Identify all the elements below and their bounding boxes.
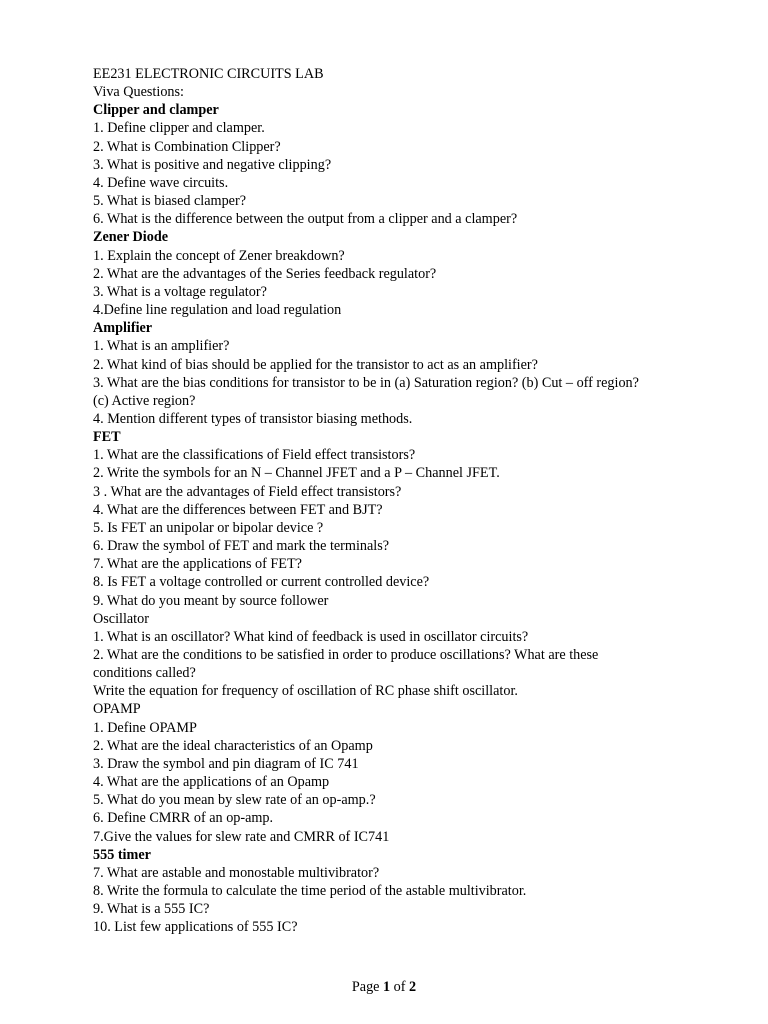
text-line: 4.Define line regulation and load regulation [93,302,342,319]
text-line: 7. What are astable and monostable multivibrator? [93,864,380,881]
text-line: 3. Draw the symbol and pin diagram of IC 741 [93,755,359,772]
text-line: 8. Is FET a voltage controlled or current controlled device? [93,574,430,591]
text-line: 2. Write the symbols for an N – Channel JFET and a P – Channel JFET. [93,465,500,482]
current-page-number: 1 [383,979,391,995]
section-heading: FET [93,429,121,446]
text-line: 2. What are the advantages of the Series feedback regulator? [93,265,437,282]
section-heading: Amplifier [93,320,153,337]
text-line: 1. Explain the concept of Zener breakdown? [93,247,345,264]
text-line: 5. What do you mean by slew rate of an op-amp.? [93,792,376,809]
section-heading: 555 timer [93,846,151,863]
text-line: 1. Define clipper and clamper. [93,120,265,137]
text-line: 10. List few applications of 555 IC? [93,919,298,936]
text-line: Write the equation for frequency of oscillation of RC phase shift oscillator. [93,683,518,700]
text-line: 5. What is biased clamper? [93,193,246,210]
text-line: 3. What is positive and negative clipping? [93,156,332,173]
document-body [93,65,733,937]
text-line: 7.Give the values for slew rate and CMRR of IC741 [93,828,390,845]
section-heading: Clipper and clamper [93,102,219,119]
text-line: 6. Define CMRR of an op-amp. [93,810,274,827]
page-footer [0,978,768,996]
page-separator: of [393,979,406,995]
text-line: 3. What is a voltage regulator? [93,283,267,300]
text-line: 4. What are the applications of an Opamp [93,774,330,791]
text-line: 7. What are the applications of FET? [93,556,302,573]
text-line: 2. What kind of bias should be applied for the transistor to act as an amplifier? [93,356,538,373]
total-page-count: 2 [409,979,417,995]
text-line: Oscillator [93,610,149,627]
text-line: 6. What is the difference between the output from a clipper and a clamper? [93,211,518,228]
text-line: 4. Define wave circuits. [93,174,229,191]
text-line: 9. What do you meant by source follower [93,592,329,609]
text-line: OPAMP [93,701,141,718]
text-line: 2. What are the ideal characteristics of an Opamp [93,737,373,754]
text-line: 3 . What are the advantages of Field effect transistors? [93,483,402,500]
page-label: Page [351,979,380,995]
text-line: 4. Mention different types of transistor biasing methods. [93,410,413,427]
text-line: 4. What are the differences between FET and BJT? [93,501,383,518]
text-line: conditions called? [93,665,196,682]
text-line: 1. Define OPAMP [93,719,197,736]
section-heading: Zener Diode [93,229,169,246]
text-line: 1. What are the classifications of Field effect transistors? [93,447,416,464]
text-line: (c) Active region? [93,392,196,409]
text-line: 1. What is an oscillator? What kind of feedback is used in oscillator circuits? [93,628,529,645]
text-line: 2. What is Combination Clipper? [93,138,281,155]
text-line: 3. What are the bias conditions for transistor to be in (a) Saturation region? (b) Cut – off region? [93,374,639,391]
text-line: 5. Is FET an unipolar or bipolar device ? [93,519,324,536]
text-line: EE231 ELECTRONIC CIRCUITS LAB [93,66,324,82]
text-line: 1. What is an amplifier? [93,338,230,355]
text-line: 6. Draw the symbol of FET and mark the terminals? [93,538,390,555]
text-line: Viva Questions: [93,84,184,101]
text-line: 8. Write the formula to calculate the time period of the astable multivibrator. [93,883,527,900]
text-line: 2. What are the conditions to be satisfied in order to produce oscillations? What are these [93,647,599,663]
text-line: 9. What is a 555 IC? [93,901,210,918]
